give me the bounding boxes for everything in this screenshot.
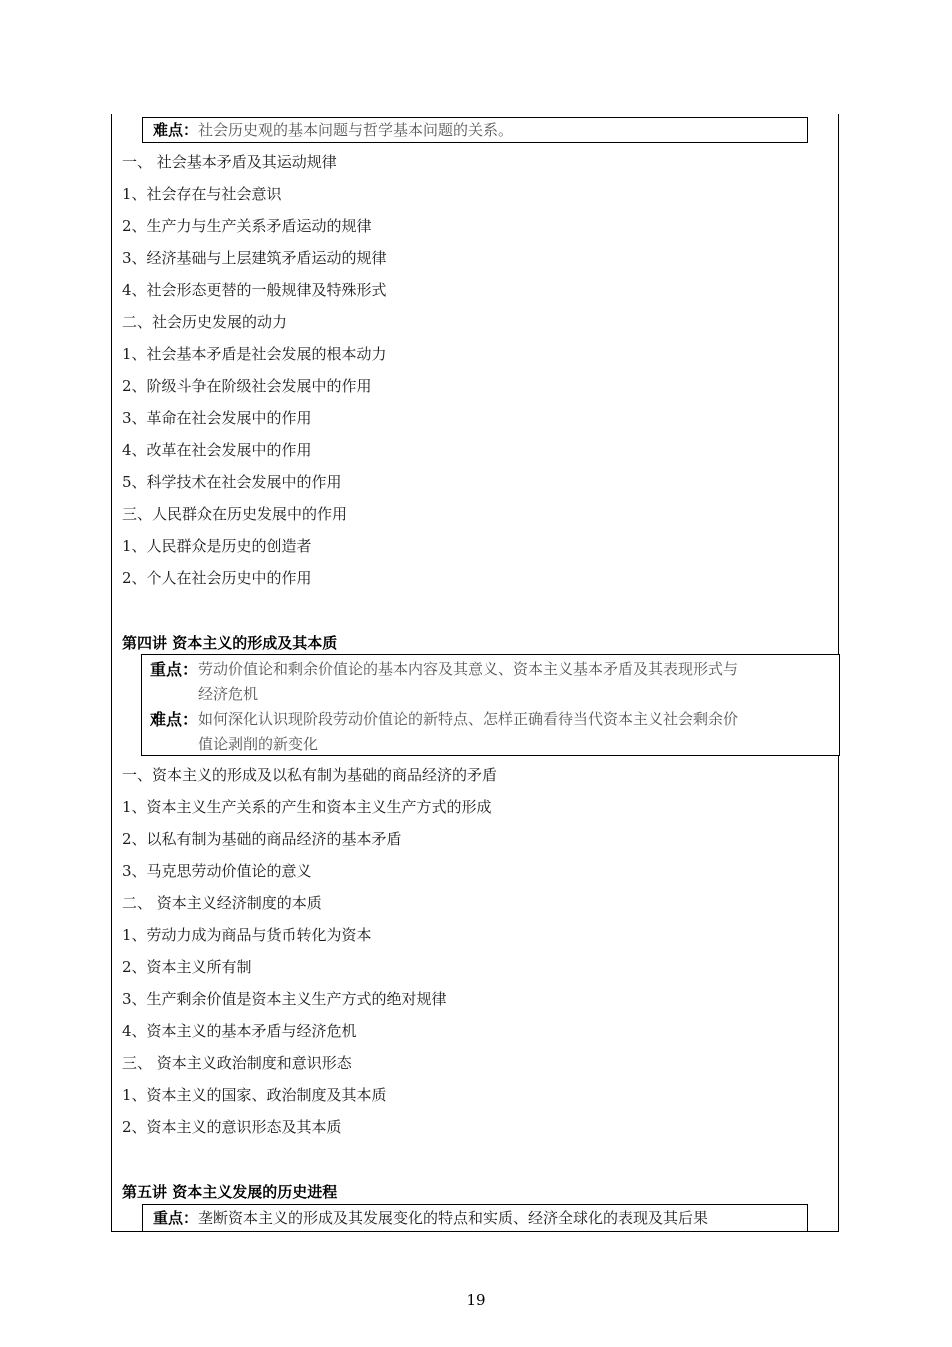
page-number: 19	[466, 1291, 486, 1309]
lecture-4-keypoints-box	[141, 654, 840, 756]
outline-item: 2、生产力与生产关系矛盾运动的规律	[122, 217, 372, 235]
difficulty-label: 难点：	[153, 121, 199, 139]
outline-item: 2、个人在社会历史中的作用	[122, 569, 312, 587]
key-label: 重点：	[153, 1209, 199, 1227]
outline-item: 1、社会基本矛盾是社会发展的根本动力	[122, 345, 387, 363]
outline-item: 1、人民群众是历史的创造者	[122, 537, 312, 555]
outline-item: 4、改革在社会发展中的作用	[122, 441, 312, 459]
difficulty-text-2: 值论剥削的新变化	[198, 735, 319, 753]
outline-item: 1、劳动力成为商品与货币转化为资本	[122, 926, 372, 944]
outline-item: 4、社会形态更替的一般规律及特殊形式	[122, 281, 387, 299]
key-text-2: 经济危机	[198, 685, 259, 703]
difficulty-text: 社会历史观的基本问题与哲学基本问题的关系。	[198, 121, 514, 139]
outline-item: 二、社会历史发展的动力	[122, 313, 288, 331]
outline-item: 1、社会存在与社会意识	[122, 185, 282, 203]
lecture-5-title: 第五讲 资本主义发展的历史进程	[122, 1183, 338, 1201]
outline-item: 三、人民群众在历史发展中的作用	[122, 505, 348, 523]
lecture-5-keypoints-box	[142, 1204, 808, 1232]
outline-item: 3、经济基础与上层建筑矛盾运动的规律	[122, 249, 387, 267]
outline-item: 2、资本主义的意识形态及其本质	[122, 1118, 342, 1136]
outline-item: 2、以私有制为基础的商品经济的基本矛盾	[122, 830, 402, 848]
outline-item: 1、资本主义生产关系的产生和资本主义生产方式的形成	[122, 798, 492, 816]
difficulty-label: 难点：	[150, 710, 199, 729]
outline-item: 三、 资本主义政治制度和意识形态	[122, 1054, 352, 1072]
outline-item: 一、 社会基本矛盾及其运动规律	[122, 153, 337, 171]
key-text: 垄断资本主义的形成及其发展变化的特点和实质、经济全球化的表现及其后果	[198, 1209, 709, 1227]
outline-item: 3、革命在社会发展中的作用	[122, 409, 312, 427]
outline-item: 4、资本主义的基本矛盾与经济危机	[122, 1022, 357, 1040]
key-label: 重点：	[150, 660, 199, 679]
difficulty-box	[142, 117, 808, 143]
outline-item: 1、资本主义的国家、政治制度及其本质	[122, 1086, 387, 1104]
difficulty-text-1: 如何深化认识现阶段劳动价值论的新特点、怎样正确看待当代资本主义社会剩余价	[198, 710, 739, 728]
outline-item: 5、科学技术在社会发展中的作用	[122, 473, 342, 491]
outline-item: 二、 资本主义经济制度的本质	[122, 894, 322, 912]
outline-item: 2、资本主义所有制	[122, 958, 252, 976]
lecture-4-title: 第四讲 资本主义的形成及其本质	[122, 634, 338, 652]
key-text-1: 劳动价值论和剩余价值论的基本内容及其意义、资本主义基本矛盾及其表现形式与	[198, 660, 739, 678]
outline-item: 3、生产剩余价值是资本主义生产方式的绝对规律	[122, 990, 447, 1008]
outline-item: 一、资本主义的形成及以私有制为基础的商品经济的矛盾	[122, 766, 498, 784]
outline-item: 3、马克思劳动价值论的意义	[122, 862, 312, 880]
outline-item: 2、阶级斗争在阶级社会发展中的作用	[122, 377, 372, 395]
